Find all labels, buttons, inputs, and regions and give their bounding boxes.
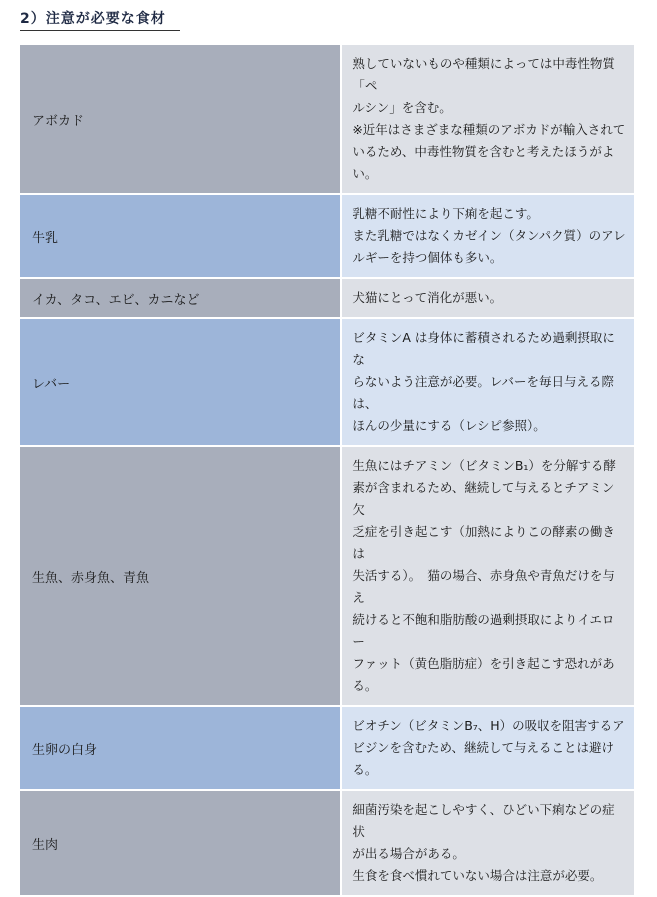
food-description: [341, 318, 634, 446]
description-line: 熟していないものや種類によっては中毒性物質「ペ: [352, 56, 615, 93]
description-line: らないよう注意が必要。レバーを毎日与える際は、: [352, 374, 614, 411]
description-line: 細菌汚染を起こしやすく、ひどい下痢などの症状: [352, 802, 615, 839]
description-line: ビタミンA は身体に蓄積されるため過剰摂取にな: [352, 330, 615, 367]
food-description: [341, 194, 634, 278]
table-row: [20, 446, 634, 706]
description-line: 犬猫にとって消化が悪い。: [352, 290, 503, 305]
description-line: ファット（黄色脂肪症）を引き起こす恐れがある。: [352, 656, 615, 693]
table-row: [20, 45, 634, 194]
food-name: イカ、タコ、エビ、カニなど: [20, 278, 341, 318]
description-line: ルギーを持つ個体も多い。: [352, 250, 503, 265]
heading-underline: [20, 30, 180, 31]
description-line: いるため、中毒性物質を含むと考えたほうがよい。: [352, 144, 615, 181]
food-description: [341, 45, 634, 194]
description-line: 素が含まれるため、継続して与えるとチアミン欠: [352, 480, 615, 517]
table-row: [20, 706, 634, 790]
description-line: 続けると不飽和脂肪酸の過剰摂取によりイエロー: [352, 612, 615, 649]
food-caution-table: [20, 45, 634, 897]
food-name: 生卵の白身: [20, 706, 341, 790]
description-line: ルシン」を含む。: [352, 100, 452, 115]
food-name: 牛乳: [20, 194, 341, 278]
food-name: レバー: [20, 318, 341, 446]
food-description: [341, 278, 634, 318]
food-name: 生肉: [20, 790, 341, 896]
description-line: ビジンを含むため、継続して与えることは避ける。: [352, 740, 615, 777]
food-name: 生魚、赤身魚、青魚: [20, 446, 341, 706]
table-row: [20, 194, 634, 278]
description-line: 乳糖不耐性により下痢を起こす。: [352, 206, 539, 221]
food-description: [341, 446, 634, 706]
food-name: アボカド: [20, 45, 341, 194]
description-line: が出る場合がある。: [352, 846, 465, 861]
description-line: ビオチン（ビタミンB₇、H）の吸収を阻害するア: [352, 718, 625, 733]
section-heading: 2）注意が必要な食材: [20, 11, 166, 27]
food-description: [341, 790, 634, 896]
table-row: [20, 790, 634, 896]
description-line: 生魚にはチアミン（ビタミンB₁）を分解する酵: [352, 458, 616, 473]
description-line: 失活する）。 猫の場合、赤身魚や青魚だけを与え: [352, 568, 615, 605]
table-row: [20, 278, 634, 318]
description-line: ※近年はさまざまな種類のアボカドが輸入されて: [352, 122, 626, 137]
description-line: また乳糖ではなくカゼイン（タンパク質）のアレ: [352, 228, 626, 243]
description-line: ほんの少量にする（レシピ参照）。: [352, 418, 546, 433]
food-description: [341, 706, 634, 790]
description-line: 生食を食べ慣れていない場合は注意が必要。: [352, 868, 603, 883]
table-row: [20, 318, 634, 446]
description-line: 乏症を引き起こす（加熱によりこの酵素の働きは: [352, 524, 615, 561]
